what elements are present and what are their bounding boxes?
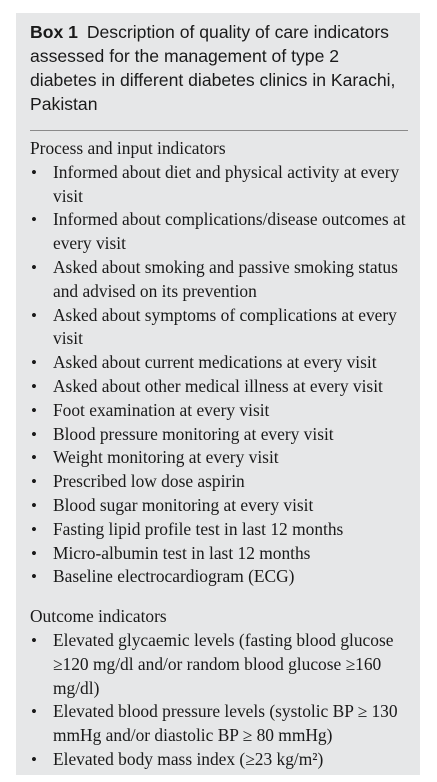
- bullet-icon: •: [31, 210, 37, 230]
- list-item-text: Micro-albumin test in last 12 months: [53, 542, 311, 563]
- process-indicator-list: [30, 161, 408, 589]
- bullet-icon: •: [31, 495, 37, 515]
- list-item: [30, 629, 408, 700]
- bullet-icon: •: [31, 630, 37, 650]
- list-item: [30, 494, 408, 518]
- bullet-icon: •: [31, 519, 37, 539]
- list-item-text: Baseline electrocardiogram (ECG): [53, 566, 295, 587]
- list-item-text: Informed about complications/disease outcomes at every visit: [53, 209, 406, 254]
- outcome-indicator-list: [30, 629, 408, 772]
- box-title: [30, 13, 408, 116]
- indicator-box: [16, 13, 420, 775]
- list-item: [30, 351, 408, 375]
- list-item: [30, 256, 408, 304]
- list-item-text: Elevated glycaemic levels (fasting blood glucose ≥120 mg/dl and/or random blood glucose ≥160 mg/dl): [53, 629, 394, 698]
- list-item: [30, 208, 408, 256]
- list-item: [30, 375, 408, 399]
- list-item: [30, 470, 408, 494]
- list-item: [30, 542, 408, 566]
- section-heading-outcome: Outcome indicators: [30, 606, 167, 627]
- list-item-text: Blood sugar monitoring at every visit: [53, 494, 314, 515]
- bullet-icon: •: [31, 162, 37, 182]
- box-title-text: Description of quality of care indicators assessed for the management of type 2 diabetes in different diabetes clinics in Karachi, Pakistan: [30, 22, 396, 114]
- list-item-text: Asked about other medical illness at every visit: [53, 375, 383, 396]
- list-item: [30, 446, 408, 470]
- list-item-text: Fasting lipid profile test in last 12 months: [53, 518, 344, 539]
- list-item: [30, 399, 408, 423]
- list-item: [30, 700, 408, 748]
- bullet-icon: •: [31, 305, 37, 325]
- list-item-text: Informed about diet and physical activity at every visit: [53, 161, 400, 206]
- bullet-icon: •: [31, 472, 37, 492]
- list-item-text: Blood pressure monitoring at every visit: [53, 423, 334, 444]
- box-label: Box 1: [30, 22, 78, 42]
- bullet-icon: •: [31, 424, 37, 444]
- list-item: [30, 423, 408, 447]
- list-item: [30, 518, 408, 542]
- bullet-icon: •: [31, 702, 37, 722]
- title-divider: [30, 130, 408, 131]
- list-item-text: Elevated blood pressure levels (systolic BP ≥ 130 mmHg and/or diastolic BP ≥ 80 mmHg): [53, 701, 398, 746]
- list-item-text: Elevated body mass index (≥23 kg/m²): [53, 748, 324, 769]
- bullet-icon: •: [31, 567, 37, 587]
- list-item: [30, 304, 408, 352]
- list-item-text: Prescribed low dose aspirin: [53, 471, 245, 492]
- list-item: [30, 748, 408, 772]
- list-item-text: Weight monitoring at every visit: [53, 447, 279, 468]
- bullet-icon: •: [31, 543, 37, 563]
- list-item: [30, 161, 408, 209]
- bullet-icon: •: [31, 257, 37, 277]
- list-item-text: Asked about smoking and passive smoking status and advised on its prevention: [53, 256, 398, 301]
- bullet-icon: •: [31, 749, 37, 769]
- list-item-text: Foot examination at every visit: [53, 399, 270, 420]
- bullet-icon: •: [31, 376, 37, 396]
- bullet-icon: •: [31, 400, 37, 420]
- section-heading-process: Process and input indicators: [30, 138, 226, 158]
- list-item-text: Asked about current medications at every visit: [53, 352, 377, 373]
- list-item-text: Asked about symptoms of complications at every visit: [53, 304, 397, 349]
- list-item: [30, 565, 408, 589]
- bullet-icon: •: [31, 448, 37, 468]
- bullet-icon: •: [31, 353, 37, 373]
